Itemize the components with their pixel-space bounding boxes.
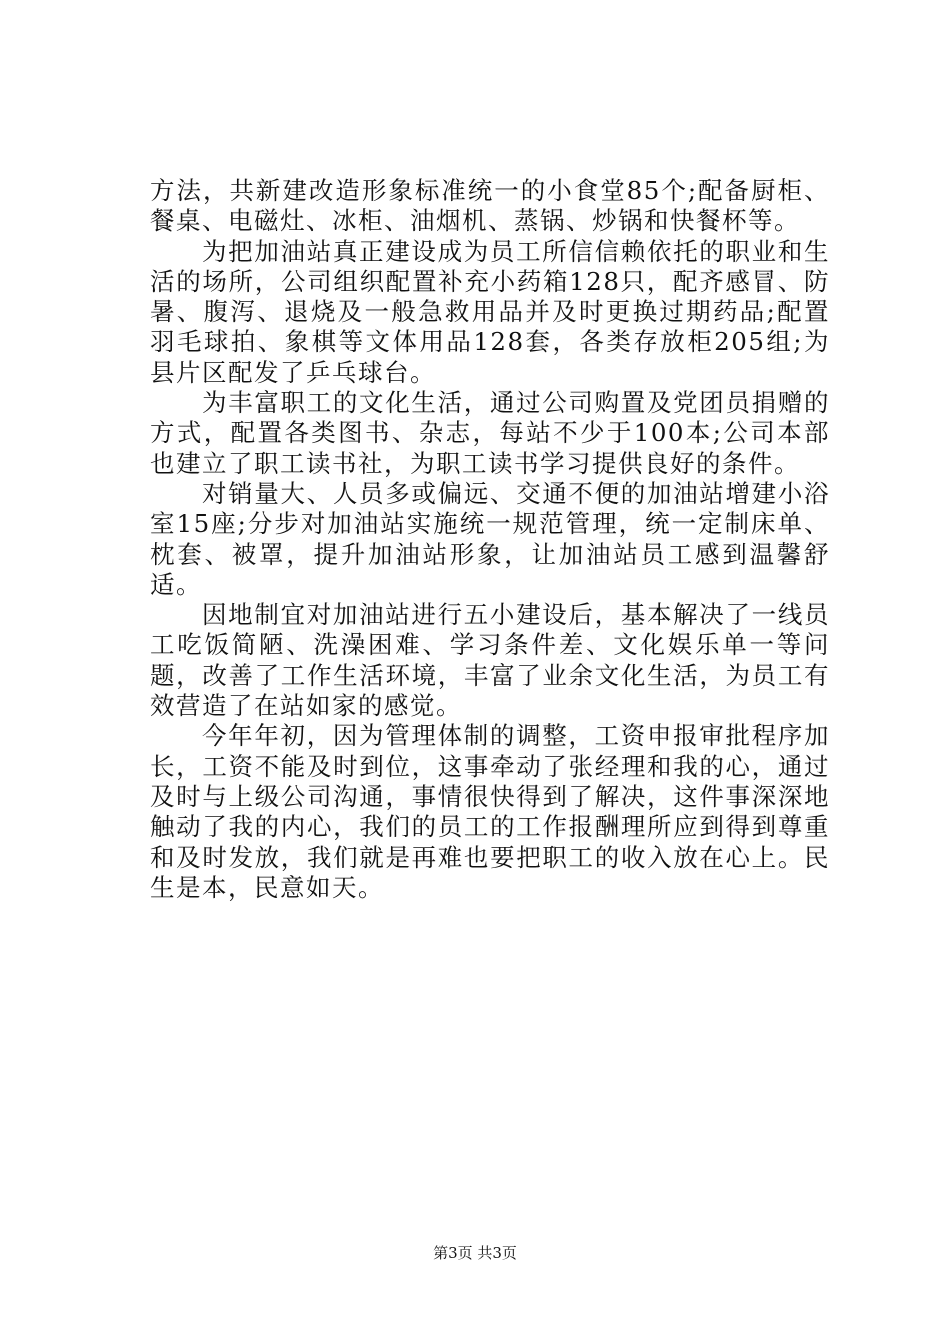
paragraph-5: 因地制宜对加油站进行五小建设后，基本解决了一线员工吃饭简陋、洗澡困难、学习条件差、文化娱乐单一等问题，改善了工作生活环境，丰富了业余文化生活，为员工有效营造了在站如家的感觉。 bbox=[150, 600, 830, 721]
paragraph-6: 今年年初，因为管理体制的调整，工资申报审批程序加长，工资不能及时到位，这事牵动了张经理和我的心，通过及时与上级公司沟通，事情很快得到了解决，这件事深深地触动了我的内心，我们的员工的工作报酬理所应到得到尊重和及时发放，我们就是再难也要把职工的收入放在心上。民生是本，民意如天。 bbox=[150, 721, 830, 902]
paragraph-2: 为把加油站真正建设成为员工所信信赖依托的职业和生活的场所，公司组织配置补充小药箱128只，配齐感冒、防暑、腹泻、退烧及一般急救用品并及时更换过期药品;配置羽毛球拍、象棋等文体用品128套，各类存放柜205组;为县片区配发了乒乓球台。 bbox=[150, 236, 830, 387]
paragraph-1: 方法，共新建改造形象标准统一的小食堂85个;配备厨柜、餐桌、电磁灶、冰柜、油烟机、蒸锅、炒锅和快餐杯等。 bbox=[150, 176, 830, 236]
document-body bbox=[150, 176, 830, 903]
paragraph-3: 为丰富职工的文化生活，通过公司购置及党团员捐赠的方式，配置各类图书、杂志，每站不少于100本;公司本部也建立了职工读书社，为职工读书学习提供良好的条件。 bbox=[150, 388, 830, 478]
paragraph-4: 对销量大、人员多或偏远、交通不便的加油站增建小浴室15座;分步对加油站实施统一规范管理，统一定制床单、枕套、被罩，提升加油站形象，让加油站员工感到温馨舒适。 bbox=[150, 478, 830, 599]
page-number-footer: 第3页 共3页 bbox=[433, 1244, 517, 1262]
